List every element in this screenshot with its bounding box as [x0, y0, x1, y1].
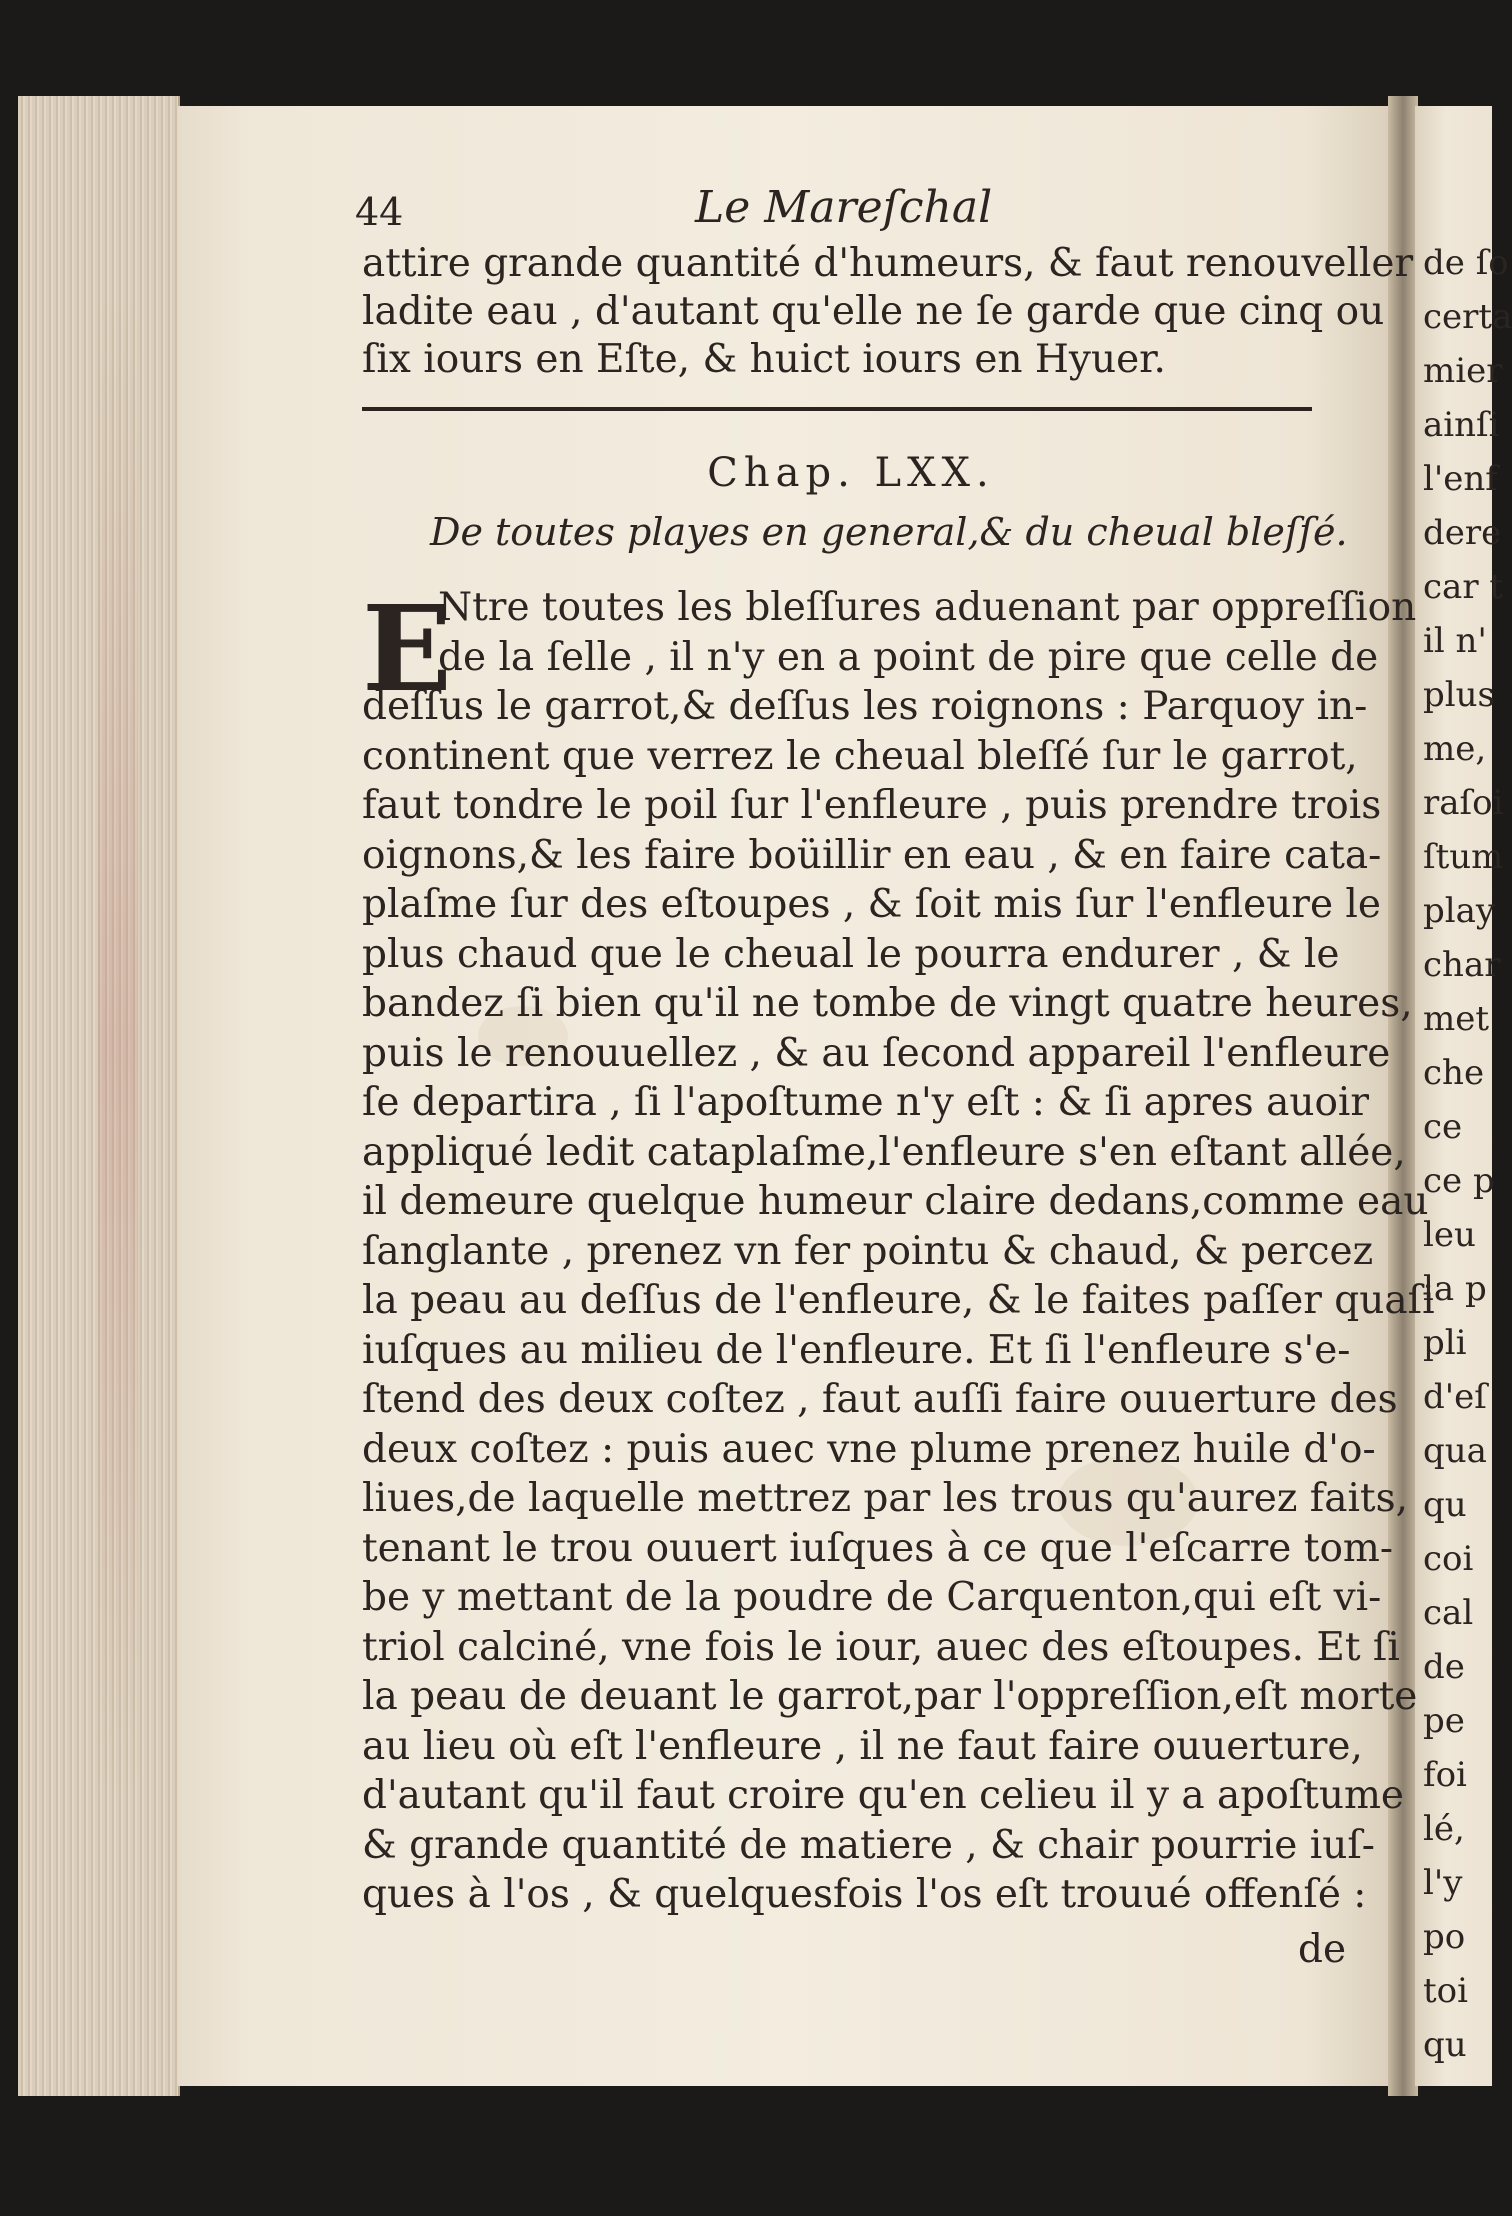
- text-line: continent que verrez le cheual bleſſé ſur le garrot,: [362, 733, 1358, 779]
- text-line: la peau de deuant le garrot,par l'oppreſſion,eſt morte: [362, 1674, 1418, 1719]
- right-page-fragment: play: [1423, 891, 1496, 931]
- drop-cap: E: [362, 579, 452, 718]
- right-page-fragment: met: [1423, 999, 1490, 1039]
- right-page-fragment: il n': [1423, 621, 1487, 661]
- text-line: triol calciné, vne fois le iour, auec des eſtoupes. Et ſi: [362, 1624, 1400, 1670]
- right-page-fragment: l'y: [1423, 1863, 1463, 1903]
- text-line: de la ſelle , il n'y en a point de pire que celle de: [438, 634, 1379, 680]
- chapter-heading: Chap. LXX.: [707, 450, 995, 496]
- text-line: ſe departira , ſi l'apoſtume n'y eſt : & ſi apres auoir: [362, 1080, 1370, 1125]
- text-line: oignons,& les faire boüillir en eau , & en faire cata-: [362, 832, 1382, 878]
- text-line: ques à l'os , & quelquesfois l'os eſt trouué offenſé :: [362, 1872, 1367, 1917]
- right-page-fragment: qua: [1423, 1431, 1487, 1471]
- right-page-fragment: che: [1423, 1053, 1485, 1093]
- text-line: ſix iours en Eſte, & huict iours en Hyuer.: [362, 337, 1166, 382]
- right-page-fragment: de ſo: [1423, 243, 1509, 283]
- text-line: be y mettant de la poudre de Carquenton,qui eſt vi-: [362, 1575, 1382, 1620]
- text-line: plus chaud que le cheual le pourra endurer , & le: [362, 931, 1340, 977]
- text-line: appliqué ledit cataplaſme,l'enfleure s'en eſtant allée,: [362, 1129, 1406, 1175]
- right-page-fragment: l'enf: [1423, 459, 1498, 499]
- text-line: la peau au deſſus de l'enfleure, & le faites paſſer quaſi: [362, 1278, 1435, 1323]
- running-title: Le Mareſchal: [695, 182, 993, 233]
- text-line: attire grande quantité d'humeurs, & faut renouveller: [362, 241, 1414, 286]
- catchword: de: [1298, 1927, 1347, 1972]
- right-page-fragment: cal: [1423, 1593, 1474, 1633]
- right-page-fragment: leu: [1423, 1215, 1476, 1255]
- text-line: deſſus le garrot,& deſſus les roignons : Parquoy in-: [362, 684, 1368, 729]
- page-edges: [18, 96, 180, 2096]
- right-page-fragment: raſoi: [1423, 783, 1504, 823]
- right-page-fragment: pe: [1423, 1701, 1465, 1741]
- right-page-fragment: ſtum: [1423, 837, 1504, 877]
- text-line: il demeure quelque humeur claire dedans,comme eau: [362, 1179, 1429, 1224]
- right-page-fragment: foi: [1423, 1755, 1467, 1795]
- right-page-fragment: qu: [1423, 1485, 1467, 1525]
- right-page-fragment: po: [1423, 1917, 1466, 1957]
- text-line: ſanglante , prenez vn fer pointu & chaud, & percez: [362, 1228, 1374, 1274]
- text-line: deux coſtez : puis auec vne plume prenez huile d'o-: [362, 1426, 1376, 1472]
- text-line: liues,de laquelle mettrez par les trous qu'aurez faits,: [362, 1476, 1409, 1521]
- text-line: d'autant qu'il faut croire qu'en celieu il y a apoſtume: [362, 1773, 1405, 1818]
- right-page-fragment: toi: [1423, 1971, 1469, 2011]
- right-page-fragment: ainſi: [1423, 405, 1500, 445]
- section-rule: [362, 407, 1312, 411]
- right-page-fragment: me,: [1423, 729, 1487, 769]
- right-page-fragment: dere: [1423, 513, 1502, 553]
- text-line: faut tondre le poil ſur l'enfleure , puis prendre trois: [362, 783, 1382, 828]
- right-page-fragment: lé,: [1423, 1809, 1465, 1849]
- text-line: tenant le trou ouuert iuſques à ce que l'eſcarre tom-: [362, 1525, 1394, 1571]
- text-line: & grande quantité de matiere , & chair pourrie iuſ-: [362, 1822, 1375, 1868]
- text-line: bandez ſi bien qu'il ne tombe de vingt quatre heures,: [362, 981, 1413, 1026]
- text-line: Ntre toutes les bleſſures aduenant par oppreſſion: [438, 585, 1417, 630]
- chapter-subtitle: De toutes playes en general,& du cheual bleſſé.: [430, 510, 1348, 554]
- right-page-fragment: d'eſ: [1423, 1377, 1487, 1417]
- right-page-fragment: mier: [1423, 351, 1503, 391]
- right-page-fragment: de: [1423, 1647, 1465, 1687]
- right-page: [1415, 106, 1512, 2086]
- right-page-fragment: la p: [1423, 1269, 1487, 1309]
- text-line: ſtend des deux coſtez , faut auſſi faire ouuerture des: [362, 1377, 1398, 1422]
- right-page-fragment: car t: [1423, 567, 1504, 607]
- right-page-fragment: pli: [1423, 1323, 1467, 1363]
- text-line: plaſme ſur des eſtoupes , & ſoit mis ſur l'enfleure le: [362, 882, 1381, 927]
- right-page-fragment: ce p: [1423, 1161, 1495, 1201]
- right-page-fragment: char: [1423, 945, 1501, 985]
- page-number: 44: [355, 190, 404, 234]
- text-line: au lieu où eſt l'enfleure , il ne faut faire ouuerture,: [362, 1723, 1363, 1769]
- text-line: iuſques au milieu de l'enfleure. Et ſi l'enfleure s'e-: [362, 1327, 1351, 1373]
- text-line: puis le renouuellez , & au ſecond appareil l'enfleure: [362, 1030, 1391, 1076]
- text-line: ladite eau , d'autant qu'elle ne ſe garde que cinq ou: [362, 289, 1385, 334]
- right-page-fragment: plus: [1423, 675, 1495, 715]
- right-page-fragment: qu: [1423, 2025, 1467, 2065]
- right-page-fragment: coi: [1423, 1539, 1474, 1579]
- right-page-fragment: ce: [1423, 1107, 1463, 1147]
- right-page-fragment: certa: [1423, 297, 1512, 337]
